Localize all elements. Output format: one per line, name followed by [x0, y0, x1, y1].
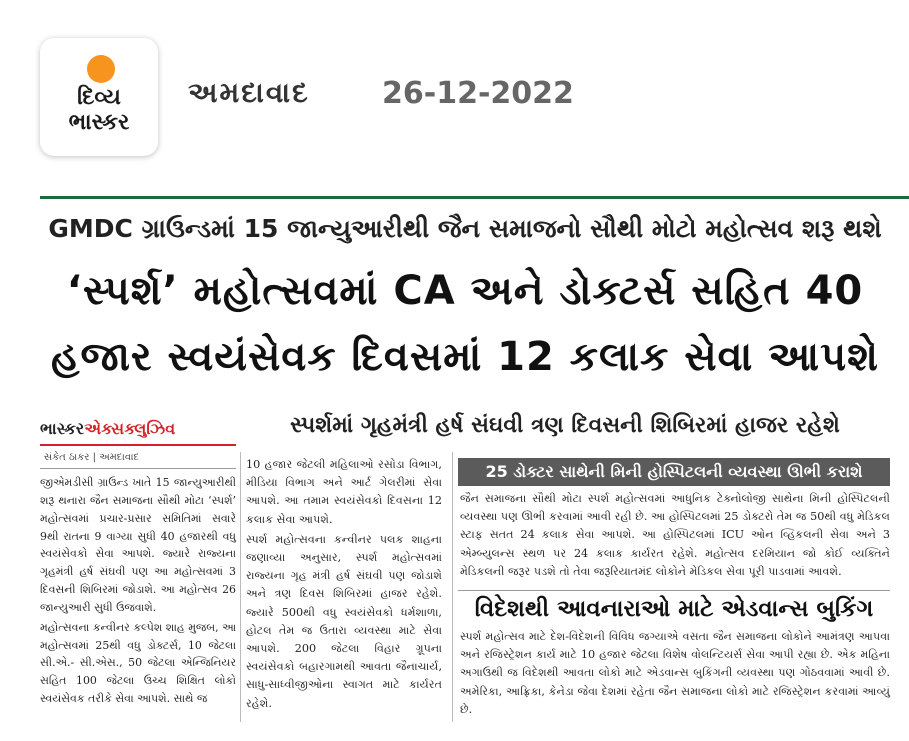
- headline-line1: ‘સ્પર્શ’ મહોત્સવમાં CA અને ડોક્ટર્સ સહિત 40: [66, 268, 864, 314]
- logo-line2: ભાસ્કર: [68, 110, 130, 135]
- column-divider: [452, 452, 453, 722]
- article-kicker: GMDC ગ્રાઉન્ડમાં 15 જાન્યુઆરીથી જૈન સમાજનો સૌથી મોટો મહોત્સવ શરૂ થશે: [48, 214, 882, 243]
- header-divider: [40, 196, 909, 199]
- hospital-box-text: જૈન સમાજના સૌથી મોટા સ્પર્શ મહોત્સવમાં આધુનિક ટેક્નોલોજી સાથેના મિની હોસ્પિટલની વ્યવસ્થા પણ ઊભી કરવામાં આવી રહી છે. આ હોસ્પિટલમાં 25 ડોક્ટરો તેમ જ 50થી વધુ મેડિકલ સ્ટાફ સતત 24 કલાક સેવા આપશે. આ હોસ્પિટલમાં ICU ઓન વ્હિકલની સેવા અને 3 એમ્બ્યુલન્સ સ્થળ પર 24 કલાક કાર્યરત રહેશે. મહોત્સવ દરમિયાન જો કોઈ વ્યક્તિને મેડિકલની જરૂર પડશે તો તેવા જરૂરિયાતમંદ લોકોને મેડિકલ સેવા પૂરી પાડવામાં આવશે.: [460, 492, 890, 578]
- paragraph: 10 હજાર જેટલી મહિલાઓ રસોડા વિભાગ, મીડિયા વિભાગ અને આર્ટ ગેલરીમાં સેવા આપશે. આ તમામ સ્વયંસેવકો દિવસના 12 કલાક સેવા આપશે.: [246, 458, 442, 526]
- headline-line2: હજાર સ્વયંસેવક દિવસમાં 12 કલાક સેવા આપશે: [51, 334, 879, 380]
- edition-city: અમદાવાદ: [188, 76, 310, 109]
- byline: સંકેત ઠાકર | અમદાવાદ: [44, 452, 140, 463]
- hospital-box-title: 25 ડોક્ટર સાથેની મિની હોસ્પિટલની વ્યવસ્થા ઊભી કરાશે: [458, 458, 890, 486]
- column-divider: [240, 452, 241, 722]
- exclusive-divider: [40, 444, 236, 446]
- sun-icon: [87, 55, 115, 83]
- box-divider: [458, 590, 890, 591]
- booking-box-title: વિદેશથી આવનારાઓ માટે એડવાન્સ બુકિંગ: [474, 596, 874, 622]
- edition-date: 26-12-2022: [382, 76, 574, 111]
- exclusive-tag-label: એક્સક્લુઝિવ: [84, 419, 176, 438]
- subheadline: સ્પર્શમાં ગૃહમંત્રી હર્ષ સંઘવી ત્રણ દિવસની શિબિરમાં હાજર રહેશે: [290, 413, 840, 438]
- exclusive-tag-brand: ભાસ્કર: [40, 419, 85, 438]
- paragraph: સ્પર્શ મહોત્સવના કન્વીનર પલક શાહના જણાવ્યા અનુસાર, સ્પર્શ મહોત્સવમાં રાજ્યના ગૃહ મંત્રી હર્ષ સંઘવી પણ જોડાશે અને ત્રણ દિવસ શિબિરમાં હાજર રહેશે. જ્યારે 500થી વધુ સ્વયંસેવકો ધર્મશાળા, હોટલ તેમ જ ઉતારા વ્યવસ્થા માટે સેવા આપશે. 200 જેટલા વિહાર ગ્રૂપના સ્વયંસેવકો બહારગામથી આવતા જૈનાચાર્ય, સાધુ-સાધ્વીજીઓના સ્વાગત માટે કાર્યરત રહેશે.: [246, 532, 442, 710]
- exclusive-tag: [40, 419, 175, 439]
- paragraph: મહોત્સવના કન્વીનર કલ્પેશ શાહ મુજબ, આ મહોત્સવમાં 25થી વધુ ડોક્ટર્સ, 10 જેટલા સી.એ.- સી.એસ., 50 જેટલા એન્જિનિયર સહિત 100 જેટલા ઉચ્ચ શિક્ષિત લોકો સ્વયંસેવક તરીકે સેવા આપશે. સાથે જ: [40, 620, 236, 706]
- booking-box-text: સ્પર્શ મહોત્સવ માટે દેશ-વિદેશની વિવિધ જગ્યાએ વસતા જૈન સમાજના લોકોને આમંત્રણ આપવા અને રજિસ્ટ્રેશન કાર્ય માટે 10 હજાર જેટલા વિશેષ વોલન્ટિયર્સ સેવા આપી રહ્યા છે. એક મહિના અગાઉથી જ વિદેશથી આવતા લોકો માટે એડવાન્સ બુકિંગની વ્યવસ્થા પણ ગોઠવવામાં આવી છે. અમેરિકા, આફ્રિકા, કેનેડા જેવા દેશમાં રહેતા જૈન સમાજના લોકો માટે રજિસ્ટ્રેશન કરવામાં આવ્યું છે.: [460, 630, 890, 716]
- logo-line1: દિવ્ય: [77, 85, 121, 110]
- body-column-1: [40, 474, 236, 708]
- byline-divider: [40, 468, 236, 469]
- paragraph: જીએમડીસી ગ્રાઉન્ડ ખાતે 15 જાન્યુઆરીથી શરૂ થનારા જૈન સમાજના સૌથી મોટા ‘સ્પર્શ’ મહોત્સવમાં પ્રચાર-પ્રસાર સમિતિમાં સવારે 9થી રાતના 9 વાગ્યા સુધી 40 હજારથી વધુ સ્વયંસેવકો સેવા આપશે. જ્યારે રાજ્યના ગૃહમંત્રી હર્ષ સંઘવી પણ આ મહોત્સવમાં 3 દિવસની શિબિરમાં જોડાશે. આ મહોત્સવ 26 જાન્યુઆરી સુધી ઉજવાશે.: [40, 476, 236, 614]
- body-column-2: [246, 456, 442, 713]
- logo[interactable]: [40, 38, 158, 156]
